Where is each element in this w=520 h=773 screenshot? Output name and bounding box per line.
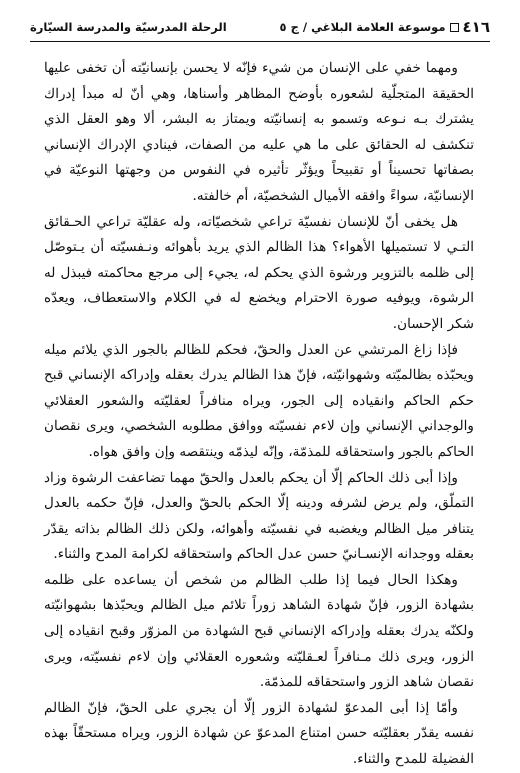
page-number: ٤١٦ — [462, 18, 490, 36]
header-page-info — [280, 18, 490, 36]
paragraph: هل يخفى أنّ للإنسان نفسيّة تراعي شخصيّاته، وله عقليّة تراعي الحـقائق التـي لا تستميلها الأهواء؟ هذا الظالم الذي يريد بأهوائه ونـفسيّته أن يـتوصّل إلى ظلمه بالتزوير ورشوة الذي يحكم له، يجيء إلى مرجع محاكمته فيبذل له الرشوة، ويوفيه صورة الاحترام ويخضع له في الكلام والاستعطاف، ويعدّه شكر الإحسان. — [44, 213, 474, 332]
header-rule — [30, 41, 490, 42]
paragraph: ومهما خفي على الإنسان من شيء فإنّه لا يحسن بإنسانيّته أن تخفى عليها الحقيقة المتجلّية لشعوره بأوضح المظاهر وأسناها، وهي أنّ له مبدأ إدراك يشترك بـه نـوعه وتسمو به إنسانيّته ويمتاز به البشر، ألا وهو العقل الذي تنكشف له الحقائق على ما هي عليه من الصفات، فينادي الإدراك الإنساني بصفاتها تحسيناً أو تقبيحاً ويؤثّر تأثيره في النفوس من وجهتها النوعيّة في الإنسانيّة، سواءً وافقه الأميال الشخصيّة، أم خالفته. — [44, 60, 474, 204]
paragraph: وإذا أبى ذلك الحاكم إلّا أن يحكم بالعدل والحقّ مهما تضاعفت الرشوة وزاد التملّق، ولم يرض لشرفه ودينه إلّا الحكم بالحقّ والعدل، فإنّ حكمه بالعدل يتنافر ميل الظالم ويغضبه في نفسيّته وأهوائه، ولكن ذلك الظالم بذاته يقدّر بعقله ووجدانه الإنسـانيّ حسن عدل الحاكم واستحقاقه لكرامة المدح والثناء. — [44, 469, 474, 563]
paragraph: فإذا زاغ المرتشي عن العدل والحقّ، فحكم للظالم بالجور الذي يلائم ميله ويحبّذه بظالميّته وشهوانيّته، فإنّ هذا الظالم يدرك بعقله وإدراكه الإنساني قبح حكم الحاكم وانقياده إلى الجور، ويراه منافراً لعقليّته والشعور العقلائي والوجداني الإنساني وإن لاءم نفسيّته ووافق مطلوبه الشخصي، ويرى نقصان الحاكم بالجور واستحقاقه للمذمّة، وإنّه ليذمّه وينتقصه وإن وافق هواه. — [44, 341, 474, 460]
running-header — [30, 14, 490, 40]
paragraph: وهكذا الحال فيما إذا طلب الظالم من شخص أن يساعده على ظلمه بشهادة الزور، فإنّ شهادة الشاهد زوراً تلائم ميل الظالم ويحبّذها بشهوانيّته ولكنّه يدرك بعقله وإدراكه الإنساني قبح الشهادة من المزوّر وقبح انقياده إلى الزور، ويرى ذلك مـنافراً لعـقليّته وشعوره العقلائي وإن لاءم نفسيّته، ويرى نقصان شاهد الزور واستحقاقه للمذمّة. — [44, 571, 474, 691]
section-title: الرحلة المدرسيّة والمدرسة السيّارة — [30, 20, 227, 34]
separator-square-icon — [450, 23, 459, 32]
paragraph: وأمّا إذا أبى المدعوّ لشهادة الزور إلّا أن يجري على الحقّ، فإنّ الظالم نفسه يقدّر بعقليّته حسن امتناع المدعوّ عن شهادة الزور، ويراه مستحقّاً بهذه الفضيلة للمدح والثناء. — [44, 699, 474, 768]
body-text — [44, 56, 474, 768]
book-title: موسوعة العلامة البلاغي / ج ٥ — [279, 20, 446, 34]
